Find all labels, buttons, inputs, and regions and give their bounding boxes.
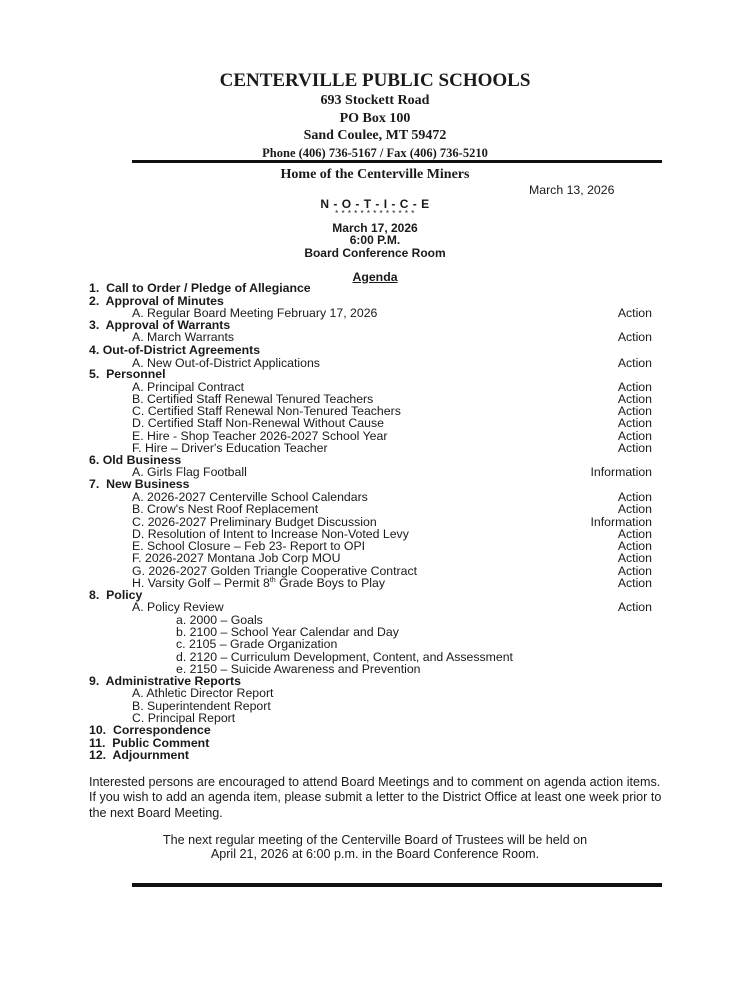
agenda-subitem: E. School Closure – Feb 23- Report to OPI xyxy=(132,539,366,553)
policy-item: a. 2000 – Goals xyxy=(176,613,263,627)
agenda-item-6: 6. Old Business xyxy=(89,453,182,467)
action-label: Action xyxy=(617,416,652,430)
meeting-date: March 17, 2026 xyxy=(332,221,418,235)
policy-item: c. 2105 – Grade Organization xyxy=(176,637,338,651)
action-label: Action xyxy=(617,490,652,504)
action-label: Action xyxy=(617,429,652,443)
agenda-subitem: A. Principal Contract xyxy=(132,380,245,394)
school-name: CENTERVILLE PUBLIC SCHOOLS xyxy=(219,70,531,91)
action-label: Action xyxy=(617,441,652,455)
agenda-item-7: 7. New Business xyxy=(89,477,190,491)
address-city: Sand Coulee, MT 59472 xyxy=(303,128,447,143)
action-label: Action xyxy=(617,502,652,516)
posted-date: March 13, 2026 xyxy=(529,183,615,197)
action-label: Action xyxy=(617,576,652,590)
agenda-subitem: A. 2026-2027 Centerville School Calendars xyxy=(132,490,368,504)
agenda-subitem: B. Certified Staff Renewal Tenured Teachers xyxy=(132,392,374,406)
action-label: Action xyxy=(617,539,652,553)
agenda-item-3: 3. Approval of Warrants xyxy=(89,318,231,332)
information-label: Information xyxy=(590,515,652,529)
notice-title: N - O - T - I - C - E xyxy=(320,197,430,211)
agenda-item-11: 11. Public Comment xyxy=(89,736,210,750)
agenda-subitem: C. Certified Staff Renewal Non-Tenured Teachers xyxy=(132,404,401,418)
agenda-item-12: 12. Adjournment xyxy=(89,748,190,762)
agenda-item-1: 1. Call to Order / Pledge of Allegiance xyxy=(89,281,311,295)
agenda-subitem: C. Principal Report xyxy=(132,711,236,725)
action-label: Action xyxy=(617,527,652,541)
agenda-subitem: A. Girls Flag Football xyxy=(132,465,247,479)
action-label: Action xyxy=(617,404,652,418)
action-label: Action xyxy=(617,330,652,344)
agenda-subitem: B. Superintendent Report xyxy=(132,699,271,713)
next-meeting-notice xyxy=(0,833,750,861)
action-label: Action xyxy=(617,380,652,394)
agenda-subitem: A. Regular Board Meeting February 17, 2026 xyxy=(132,306,378,320)
attendance-notice: Interested persons are encouraged to attend Board Meetings and to comment on agenda action items. If you wish to add an agenda item, please submit a letter to the District Office at least one week prior to the next Board Meeting. xyxy=(89,775,662,820)
policy-item: b. 2100 – School Year Calendar and Day xyxy=(176,625,399,639)
motto: Home of the Centerville Miners xyxy=(280,167,470,182)
notice-stars: * * * * * * * * * * * * * xyxy=(335,209,415,218)
agenda-subitem: C. 2026-2027 Preliminary Budget Discussion xyxy=(132,515,377,529)
next-meeting-line-1: The next regular meeting of the Centerville Board of Trustees will be held on xyxy=(162,833,588,847)
agenda-subitem: D. Resolution of Intent to Increase Non-Voted Levy xyxy=(132,527,409,541)
meeting-location: Board Conference Room xyxy=(304,246,446,260)
agenda-subitem: H. Varsity Golf – Permit 8th Grade Boys to Play xyxy=(132,576,386,590)
agenda-subitem: A. New Out-of-District Applications xyxy=(132,356,320,370)
footer-divider xyxy=(132,883,662,887)
agenda-item-8: 8. Policy xyxy=(89,588,143,602)
phone-fax: Phone (406) 736-5167 / Fax (406) 736-5210 xyxy=(262,146,488,160)
action-label: Action xyxy=(617,306,652,320)
agenda-item-5: 5. Personnel xyxy=(89,367,166,381)
agenda-subitem: A. March Warrants xyxy=(132,330,235,344)
next-meeting-line-2: April 21, 2026 at 6:00 p.m. in the Board Conference Room. xyxy=(210,847,540,861)
agenda-subitem: B. Crow's Nest Roof Replacement xyxy=(132,502,319,516)
address-street: 693 Stockett Road xyxy=(320,93,430,108)
action-label: Action xyxy=(617,600,652,614)
agenda-subitem: G. 2026-2027 Golden Triangle Cooperative Contract xyxy=(132,564,418,578)
address-pobox: PO Box 100 xyxy=(339,111,411,126)
agenda-item-2: 2. Approval of Minutes xyxy=(89,294,224,308)
action-label: Action xyxy=(617,564,652,578)
header-divider xyxy=(132,160,662,163)
policy-item: d. 2120 – Curriculum Development, Content, and Assessment xyxy=(176,650,513,664)
agenda-subitem: A. Policy Review xyxy=(132,600,224,614)
agenda-item-4: 4. Out-of-District Agreements xyxy=(89,343,261,357)
meeting-time: 6:00 P.M. xyxy=(349,233,401,247)
policy-item: e. 2150 – Suicide Awareness and Prevention xyxy=(176,662,421,676)
action-label: Action xyxy=(617,551,652,565)
information-label: Information xyxy=(590,465,652,479)
agenda-heading: Agenda xyxy=(352,270,398,284)
agenda-subitem: A. Athletic Director Report xyxy=(132,686,274,700)
agenda-subitem: D. Certified Staff Non-Renewal Without Cause xyxy=(132,416,384,430)
action-label: Action xyxy=(617,356,652,370)
agenda-item-10: 10. Correspondence xyxy=(89,723,211,737)
agenda-subitem: F. Hire – Driver's Education Teacher xyxy=(132,441,328,455)
action-label: Action xyxy=(617,392,652,406)
agenda-subitem: E. Hire - Shop Teacher 2026-2027 School Year xyxy=(132,429,388,443)
agenda-subitem: F. 2026-2027 Montana Job Corp MOU xyxy=(132,551,341,565)
agenda-item-9: 9. Administrative Reports xyxy=(89,674,241,688)
